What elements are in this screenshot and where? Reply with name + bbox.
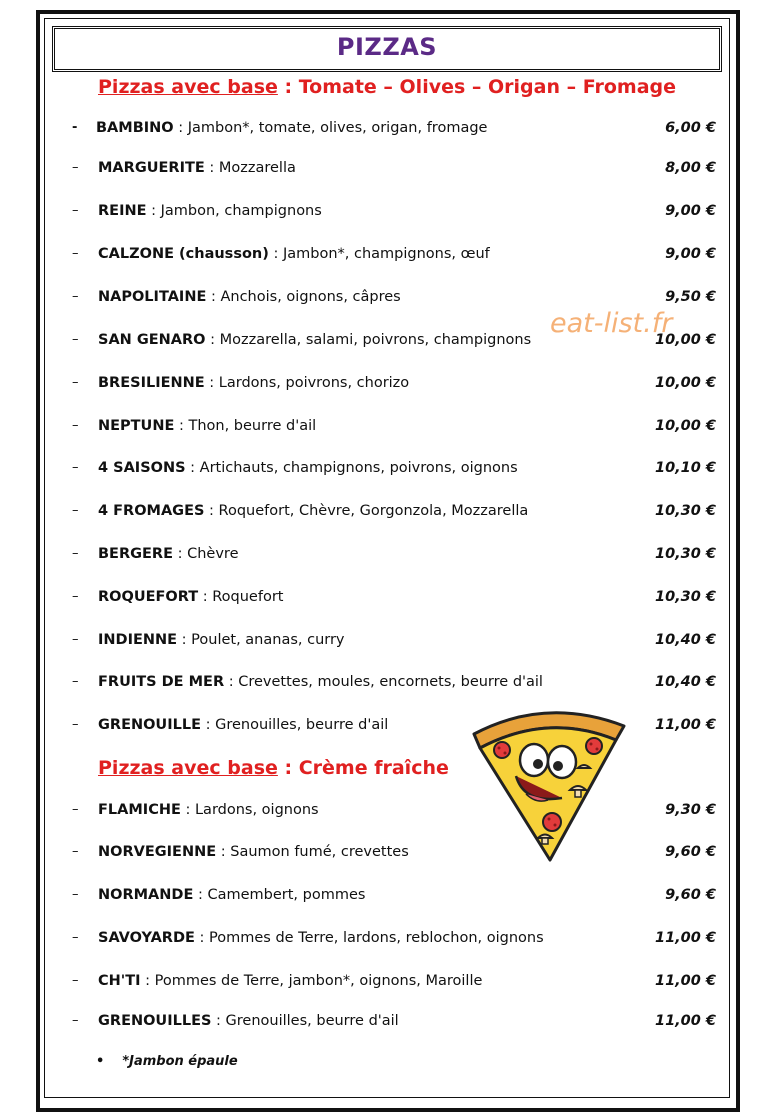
item-name: BRESILIENNE xyxy=(98,375,205,391)
menu-item xyxy=(72,589,716,613)
item-description: : Mozzarella xyxy=(204,160,296,176)
item-name: CH'TI xyxy=(98,973,141,989)
item-name: SAN GENARO xyxy=(98,332,206,348)
item-bullet: – xyxy=(72,844,79,859)
item-price: 10,00 € xyxy=(654,332,716,348)
menu-item xyxy=(72,460,716,484)
item-text xyxy=(98,332,531,348)
item-description: : Grenouilles, beurre d'ail xyxy=(201,717,389,733)
item-price: 9,00 € xyxy=(665,246,716,262)
item-price: 10,40 € xyxy=(654,674,716,690)
item-name: FLAMICHE xyxy=(98,802,181,818)
menu-item xyxy=(72,674,716,698)
item-description: : Roquefort xyxy=(198,589,284,605)
item-description: : Chèvre xyxy=(173,546,239,562)
item-bullet: – xyxy=(72,717,79,732)
item-name: FRUITS DE MER xyxy=(98,674,225,690)
section-rest: : Crème fraîche xyxy=(277,757,449,779)
item-description: : Poulet, ananas, curry xyxy=(177,632,345,648)
item-name: BAMBINO xyxy=(96,120,174,136)
item-price: 9,50 € xyxy=(665,289,716,305)
item-description: : Thon, beurre d'ail xyxy=(174,418,317,434)
item-bullet: – xyxy=(72,246,79,261)
menu-item xyxy=(72,1013,716,1037)
item-bullet: – xyxy=(72,1013,79,1028)
item-text xyxy=(98,546,238,562)
item-price: 10,10 € xyxy=(654,460,716,476)
item-bullet: – xyxy=(72,375,79,390)
item-bullet: – xyxy=(72,289,79,304)
footnote-bullet: • xyxy=(96,1054,105,1069)
item-text xyxy=(98,1013,399,1029)
item-text xyxy=(98,289,401,305)
item-bullet: – xyxy=(72,160,79,175)
item-bullet: – xyxy=(72,802,79,817)
menu-item xyxy=(72,246,716,270)
item-price: 11,00 € xyxy=(654,717,716,733)
item-price: 9,00 € xyxy=(665,203,716,219)
item-name: CALZONE (chausson) xyxy=(98,246,269,262)
menu-item xyxy=(72,120,716,144)
section-header-tomate xyxy=(98,76,676,98)
item-name: ROQUEFORT xyxy=(98,589,199,605)
item-description: : Lardons, poivrons, chorizo xyxy=(204,375,410,391)
item-price: 10,30 € xyxy=(654,503,716,519)
item-text xyxy=(98,674,543,690)
item-text xyxy=(98,160,296,176)
item-price: 9,30 € xyxy=(665,802,716,818)
item-name: BERGERE xyxy=(98,546,173,562)
item-name: NORMANDE xyxy=(98,887,194,903)
item-bullet: - xyxy=(72,120,78,135)
item-description: : Camembert, pommes xyxy=(193,887,366,903)
item-price: 8,00 € xyxy=(665,160,716,176)
section-lead: Pizzas avec base xyxy=(98,76,278,98)
menu-item xyxy=(72,973,716,997)
item-name: NORVEGIENNE xyxy=(98,844,217,860)
item-price: 10,30 € xyxy=(654,546,716,562)
item-name: GRENOUILLE xyxy=(98,717,201,733)
pizza-mascot-icon xyxy=(466,704,631,864)
item-bullet: – xyxy=(72,632,79,647)
menu-item xyxy=(72,930,716,954)
item-text xyxy=(98,589,283,605)
item-bullet: – xyxy=(72,589,79,604)
item-text xyxy=(98,930,544,946)
menu-item xyxy=(72,203,716,227)
footnote xyxy=(96,1054,238,1069)
item-price: 9,60 € xyxy=(665,844,716,860)
item-text xyxy=(98,632,345,648)
item-name: 4 FROMAGES xyxy=(98,503,205,519)
section-rest: : Tomate – Olives – Origan – Fromage xyxy=(277,76,677,98)
title-box xyxy=(52,26,722,72)
item-price: 11,00 € xyxy=(654,1013,716,1029)
item-text xyxy=(98,203,322,219)
item-text xyxy=(98,503,528,519)
item-description: : Mozzarella, salami, poivrons, champignons xyxy=(205,332,532,348)
item-price: 9,60 € xyxy=(665,887,716,903)
item-text xyxy=(98,246,490,262)
item-description: : Roquefort, Chèvre, Gorgonzola, Mozzarella xyxy=(204,503,529,519)
menu-item xyxy=(72,546,716,570)
item-description: : Saumon fumé, crevettes xyxy=(216,844,409,860)
item-name: NAPOLITAINE xyxy=(98,289,207,305)
item-price: 6,00 € xyxy=(665,120,716,136)
item-text xyxy=(98,973,482,989)
menu-item xyxy=(72,418,716,442)
item-description: : Jambon*, tomate, olives, origan, fromage xyxy=(173,120,488,136)
watermark: eat-list.fr xyxy=(550,308,673,339)
item-name: MARGUERITE xyxy=(98,160,205,176)
item-bullet: – xyxy=(72,546,79,561)
menu-item xyxy=(72,160,716,184)
footnote-text: *Jambon épaule xyxy=(122,1054,238,1069)
item-bullet: – xyxy=(72,203,79,218)
page-title: PIZZAS xyxy=(336,33,438,61)
item-bullet: – xyxy=(72,973,79,988)
item-price: 11,00 € xyxy=(654,930,716,946)
item-description: : Pommes de Terre, jambon*, oignons, Maroille xyxy=(140,973,483,989)
item-name: SAVOYARDE xyxy=(98,930,195,946)
item-name: REINE xyxy=(98,203,147,219)
item-bullet: – xyxy=(72,674,79,689)
item-price: 10,00 € xyxy=(654,418,716,434)
item-name: 4 SAISONS xyxy=(98,460,186,476)
item-bullet: – xyxy=(72,887,79,902)
item-bullet: – xyxy=(72,930,79,945)
item-text xyxy=(98,418,316,434)
item-text xyxy=(98,460,518,476)
item-bullet: – xyxy=(72,503,79,518)
section-lead: Pizzas avec base xyxy=(98,757,278,779)
item-name: INDIENNE xyxy=(98,632,178,648)
item-name: GRENOUILLES xyxy=(98,1013,212,1029)
item-bullet: – xyxy=(72,460,79,475)
menu-item xyxy=(72,887,716,911)
item-description: : Lardons, oignons xyxy=(180,802,319,818)
item-text xyxy=(98,802,319,818)
item-description: : Jambon, champignons xyxy=(146,203,322,219)
section-header-creme xyxy=(98,757,449,779)
item-price: 10,30 € xyxy=(654,589,716,605)
item-text xyxy=(98,375,409,391)
menu-item xyxy=(72,632,716,656)
item-description: : Anchois, oignons, câpres xyxy=(206,289,401,305)
item-name: NEPTUNE xyxy=(98,418,175,434)
item-text xyxy=(98,717,388,733)
item-price: 10,40 € xyxy=(654,632,716,648)
item-text xyxy=(98,887,365,903)
menu-item xyxy=(72,503,716,527)
item-text xyxy=(96,120,487,136)
item-price: 10,00 € xyxy=(654,375,716,391)
item-description: : Crevettes, moules, encornets, beurre d'ail xyxy=(224,674,543,690)
menu-item xyxy=(72,375,716,399)
item-description: : Grenouilles, beurre d'ail xyxy=(211,1013,399,1029)
item-text xyxy=(98,844,409,860)
item-bullet: – xyxy=(72,418,79,433)
item-price: 11,00 € xyxy=(654,973,716,989)
item-description: : Pommes de Terre, lardons, reblochon, oignons xyxy=(194,930,544,946)
item-description: : Artichauts, champignons, poivrons, oignons xyxy=(185,460,518,476)
item-description: : Jambon*, champignons, œuf xyxy=(268,246,490,262)
item-bullet: – xyxy=(72,332,79,347)
